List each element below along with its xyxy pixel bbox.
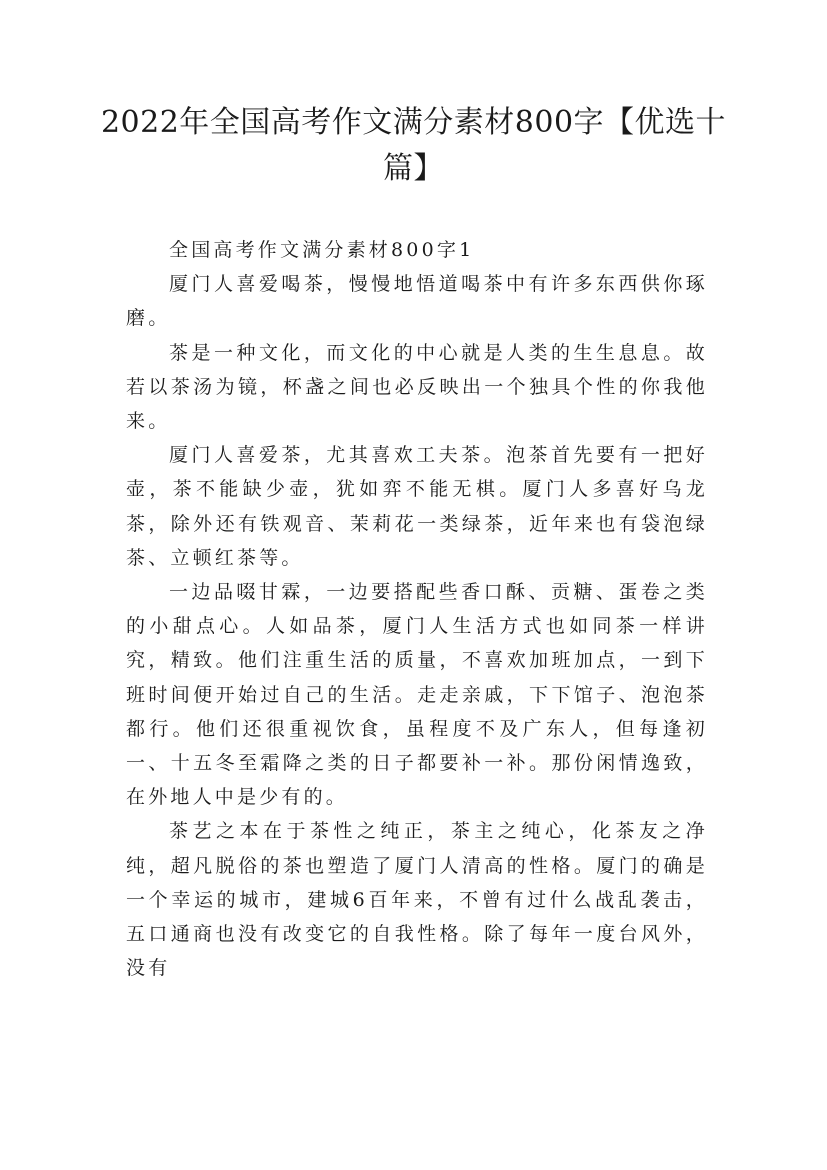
paragraph-3: 厦门人喜爱茶，尤其喜欢工夫茶。泡茶首先要有一把好壶，茶不能缺少壶，犹如弈不能无棋。厦门人多喜好乌龙茶，除外还有铁观音、茉莉花一类绿茶，近年来也有袋泡绿茶、立顿红茶等。 xyxy=(126,444,708,569)
paragraph-5: 茶艺之本在于茶性之纯正，茶主之纯心，化茶友之净纯，超凡脱俗的茶也塑造了厦门人清高的性格。厦门的确是一个幸运的城市，建城6百年来，不曾有过什么战乱袭击，五口通商也没有改变它的自我性格。除了每年一度台风外，没有 xyxy=(126,820,708,980)
document-title: 2022年全国高考作文满分素材800字【优选十篇】 xyxy=(100,105,727,186)
section-heading: 全国高考作文满分素材800字1 xyxy=(169,239,475,261)
paragraph-4: 一边品啜甘霖，一边要搭配些香口酥、贡糖、蛋卷之类的小甜点心。人如品茶，厦门人生活方式也如同茶一样讲究，精致。他们注重生活的质量，不喜欢加班加点，一到下班时间便开始过自己的生活。走走亲戚，下下馆子、泡泡茶都行。他们还很重视饮食，虽程度不及广东人，但每逢初一、十五冬至霜降之类的日子都要补一补。那份闲情逸致，在外地人中是少有的。 xyxy=(126,581,708,809)
document-body xyxy=(126,233,708,985)
paragraph-1: 厦门人喜爱喝茶，慢慢地悟道喝茶中有许多东西供你琢磨。 xyxy=(126,273,708,330)
paragraph-2: 茶是一种文化，而文化的中心就是人类的生生息息。故若以茶汤为镜，杯盏之间也必反映出一个独具个性的你我他来。 xyxy=(126,341,708,433)
